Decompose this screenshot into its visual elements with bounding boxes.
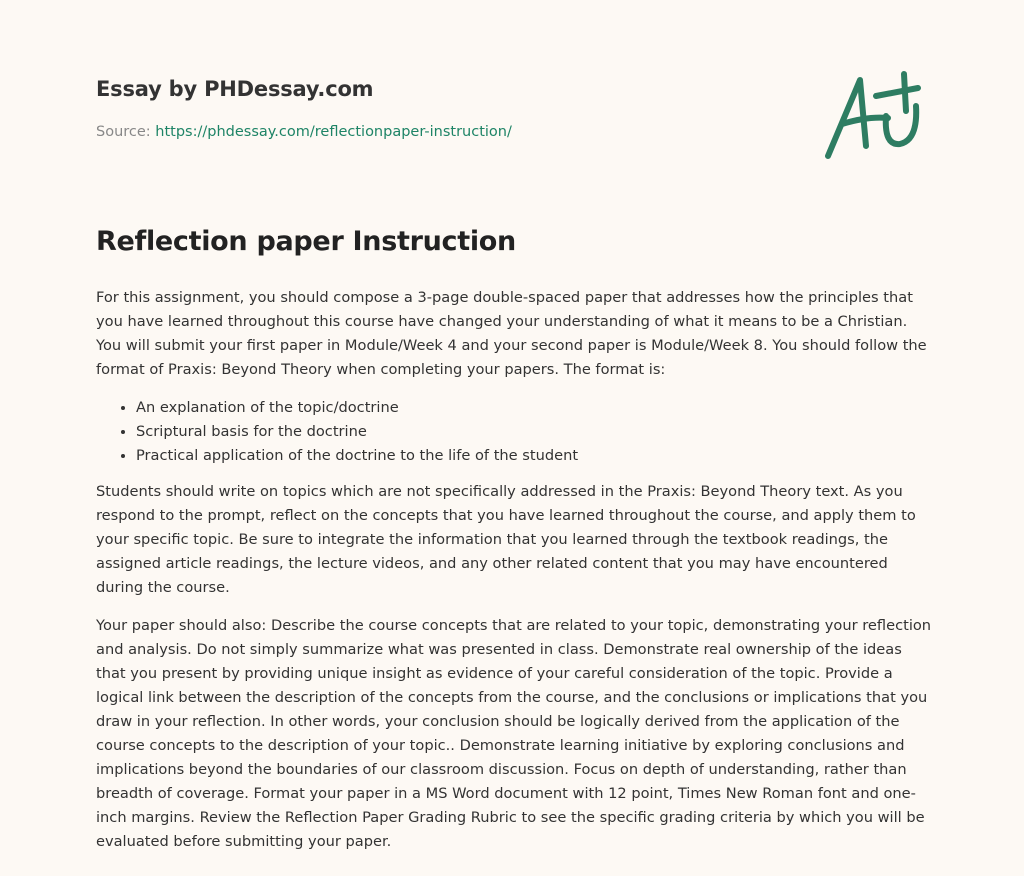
source-label: Source: [96, 124, 151, 140]
list-item: • Scriptural basis for the doctrine [136, 420, 932, 444]
source-link[interactable]: https://phdessay.com/reflectionpaper-instruction/ [155, 124, 512, 140]
paragraph: Your paper should also: Describe the course concepts that are related to your topic, demonstrating your reflection and analysis. Do not simply summarize what was presented in class. Demonstrate real ownership of the ideas that you present by providing unique insight as evidence of your careful consideration of the topic. Provide a logical link between the description of the concepts from the course, and the conclusions or implications that you draw in your reflection. In other words, your conclusion should be logically derived from the application of the course concepts to the description of your topic.. Demonstrate learning initiative by exploring conclusions and implications beyond the boundaries of our classroom discussion. Focus on depth of understanding, rather than breadth of coverage. Format your paper in a MS Word document with 12 point, Times New Roman font and one-inch margins. Review the Reflection Paper Grading Rubric to see the specific grading criteria by which you will be evaluated before submitting your paper. [96, 617, 932, 850]
paragraph: For this assignment, you should compose a 3-page double-spaced paper that addresses how the principles that you have learned throughout this course have changed your understanding of what it means to be a Christian. You will submit your first paper in Module/Week 4 and your second paper is Module/Week 8. You should follow the format of Praxis: Beyond Theory when completing your papers. The format is: [96, 289, 927, 378]
page-title: Reflection paper Instruction [96, 226, 516, 257]
paragraph: Students should write on topics which are not specifically addressed in the Praxis: Beyond Theory text. As you respond to the prompt, reflect on the concepts that you have learned throughout the course, and apply them to your specific topic. Be sure to integrate the information that you learned through the textbook readings, the assigned article readings, the lecture videos, and any other related content that you may have encountered during the course. [96, 483, 916, 596]
source-line [96, 124, 512, 140]
list-item: • Practical application of the doctrine to the life of the student [136, 444, 932, 468]
format-list [96, 396, 932, 468]
site-title: Essay by PHDessay.com [96, 77, 374, 101]
list-item: • An explanation of the topic/doctrine [136, 396, 932, 420]
a-plus-logo-icon [818, 66, 933, 166]
article-body [96, 286, 932, 868]
